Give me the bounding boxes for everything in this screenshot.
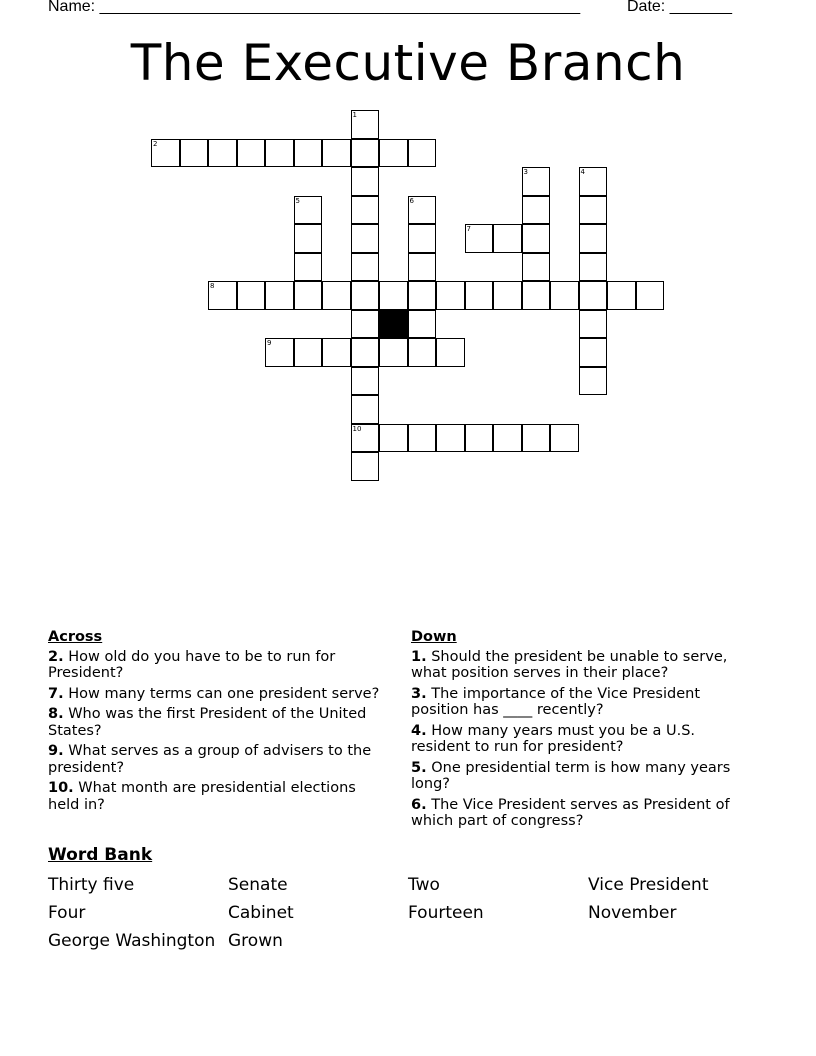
letter-cell[interactable] — [208, 139, 237, 168]
clue-number-label: 4 — [580, 168, 585, 176]
letter-cell[interactable] — [408, 310, 437, 339]
clue-number: 6. — [411, 796, 427, 813]
clue-down-4 — [411, 723, 756, 756]
letter-cell[interactable] — [579, 281, 608, 310]
across-heading: Across — [48, 629, 103, 645]
clue-text: The importance of the Vice President position has ____ recently? — [411, 685, 701, 718]
word-bank-item: Grown — [228, 931, 283, 951]
clue-text: How many years must you be a U.S. resident to run for president? — [411, 722, 696, 755]
letter-cell[interactable] — [579, 253, 608, 282]
word-bank-heading: Word Bank — [48, 845, 153, 865]
letter-cell[interactable] — [294, 139, 323, 168]
letter-cell[interactable] — [208, 281, 237, 310]
clue-number: 9. — [48, 743, 64, 759]
black-cell — [379, 310, 408, 339]
word-bank-item: Vice President — [588, 875, 709, 895]
clue-across-8 — [48, 706, 388, 739]
letter-cell[interactable] — [351, 196, 380, 225]
letter-cell[interactable] — [550, 281, 579, 310]
letter-cell[interactable] — [294, 224, 323, 253]
letter-cell[interactable] — [322, 281, 351, 310]
letter-cell[interactable] — [294, 196, 323, 225]
letter-cell[interactable] — [351, 395, 380, 424]
letter-cell[interactable] — [408, 424, 437, 453]
letter-cell[interactable] — [465, 224, 494, 253]
letter-cell[interactable] — [379, 139, 408, 168]
letter-cell[interactable] — [579, 224, 608, 253]
down-heading: Down — [411, 629, 457, 645]
clue-number-label: 1 — [352, 111, 357, 119]
clue-number: 3. — [411, 685, 427, 702]
letter-cell[interactable] — [465, 424, 494, 453]
letter-cell[interactable] — [294, 253, 323, 282]
letter-cell[interactable] — [579, 338, 608, 367]
letter-cell[interactable] — [408, 281, 437, 310]
clue-number-label: 6 — [409, 196, 414, 205]
letter-cell[interactable] — [408, 253, 437, 282]
letter-cell[interactable] — [408, 196, 437, 225]
clue-across-9 — [48, 743, 388, 776]
letter-cell[interactable] — [151, 139, 180, 168]
clue-across-2 — [48, 649, 388, 682]
clue-text: Should the president be unable to serve, what position serves in their place? — [411, 648, 728, 681]
letter-cell[interactable] — [579, 310, 608, 339]
letter-cell[interactable] — [579, 367, 608, 396]
clue-number: 1. — [411, 648, 427, 665]
letter-cell[interactable] — [436, 281, 465, 310]
letter-cell[interactable] — [379, 281, 408, 310]
letter-cell[interactable] — [351, 424, 380, 453]
letter-cell[interactable] — [322, 139, 351, 168]
letter-cell[interactable] — [522, 224, 551, 253]
clue-number: 4. — [411, 722, 427, 739]
letter-cell[interactable] — [322, 338, 351, 367]
letter-cell[interactable] — [408, 139, 437, 168]
clue-number-label: 9 — [267, 339, 272, 347]
word-bank-item: Cabinet — [228, 903, 294, 923]
letter-cell[interactable] — [607, 281, 636, 310]
clue-number: 2. — [48, 648, 64, 665]
letter-cell[interactable] — [522, 196, 551, 225]
letter-cell[interactable] — [351, 338, 380, 367]
letter-cell[interactable] — [265, 338, 294, 367]
letter-cell[interactable] — [351, 139, 380, 168]
clue-number: 7. — [48, 685, 64, 702]
letter-cell[interactable] — [436, 338, 465, 367]
letter-cell[interactable] — [408, 338, 437, 367]
letter-cell[interactable] — [351, 310, 380, 339]
letter-cell[interactable] — [522, 167, 551, 196]
word-bank-item: Four — [48, 903, 86, 923]
word-bank-item: Two — [408, 875, 440, 895]
clue-number-label: 5 — [295, 196, 300, 205]
letter-cell[interactable] — [351, 253, 380, 282]
clue-across-7 — [48, 686, 388, 703]
page-title: The Executive Branch — [130, 34, 686, 92]
clue-down-6 — [411, 797, 756, 830]
letter-cell[interactable] — [265, 281, 294, 310]
clue-down-5 — [411, 760, 756, 793]
word-bank-item: Thirty five — [48, 875, 135, 895]
clue-text: What serves as a group of advisers to the president? — [48, 743, 372, 776]
clue-text: Who was the first President of the United States? — [48, 706, 367, 739]
clue-number: 10. — [48, 780, 74, 796]
letter-cell[interactable] — [550, 424, 579, 453]
letter-cell[interactable] — [579, 196, 608, 225]
date-field-line: Date: _______ — [627, 0, 732, 15]
clue-text: What month are presidential elections held in? — [48, 780, 356, 813]
clue-number: 8. — [48, 706, 64, 722]
word-bank-item: Senate — [228, 875, 288, 895]
letter-cell[interactable] — [351, 452, 380, 481]
clue-number-label: 3 — [523, 168, 528, 176]
word-bank-item: Fourteen — [408, 903, 484, 923]
letter-cell[interactable] — [294, 338, 323, 367]
letter-cell[interactable] — [237, 281, 266, 310]
clue-number-label: 2 — [153, 139, 158, 148]
letter-cell[interactable] — [436, 424, 465, 453]
clue-text: How old do you have to be to run for President? — [48, 648, 336, 681]
clue-number: 5. — [411, 759, 427, 776]
clue-text: How many terms can one president serve? — [68, 685, 380, 702]
letter-cell[interactable] — [294, 281, 323, 310]
letter-cell[interactable] — [465, 281, 494, 310]
letter-cell[interactable] — [493, 424, 522, 453]
letter-cell[interactable] — [351, 224, 380, 253]
letter-cell[interactable] — [351, 367, 380, 396]
letter-cell[interactable] — [636, 281, 665, 310]
letter-cell[interactable] — [408, 224, 437, 253]
clue-number-label: 8 — [210, 282, 215, 290]
letter-cell[interactable] — [351, 281, 380, 310]
letter-cell[interactable] — [351, 110, 380, 139]
crossword-grid — [0, 0, 816, 500]
clue-across-10 — [48, 780, 388, 813]
across-clues — [48, 629, 388, 817]
clue-down-3 — [411, 686, 756, 719]
name-field-line: Name: ______________________________________________________ — [48, 0, 581, 15]
clue-text: One presidential term is how many years long? — [411, 759, 731, 792]
letter-cell[interactable] — [237, 139, 266, 168]
clue-down-1 — [411, 649, 756, 682]
letter-cell[interactable] — [265, 139, 294, 168]
word-bank-item: George Washington — [48, 931, 216, 951]
letter-cell[interactable] — [493, 224, 522, 253]
clue-text: The Vice President serves as President of which part of congress? — [411, 796, 730, 829]
letter-cell[interactable] — [351, 167, 380, 196]
clue-number-label: 10 — [352, 424, 362, 433]
clue-number-label: 7 — [466, 225, 471, 233]
letter-cell[interactable] — [579, 167, 608, 196]
letter-cell[interactable] — [379, 424, 408, 453]
letter-cell[interactable] — [379, 338, 408, 367]
letter-cell[interactable] — [522, 253, 551, 282]
letter-cell[interactable] — [522, 424, 551, 453]
down-clues — [411, 629, 756, 834]
letter-cell[interactable] — [493, 281, 522, 310]
word-bank-item: November — [588, 903, 677, 923]
letter-cell[interactable] — [522, 281, 551, 310]
letter-cell[interactable] — [180, 139, 209, 168]
